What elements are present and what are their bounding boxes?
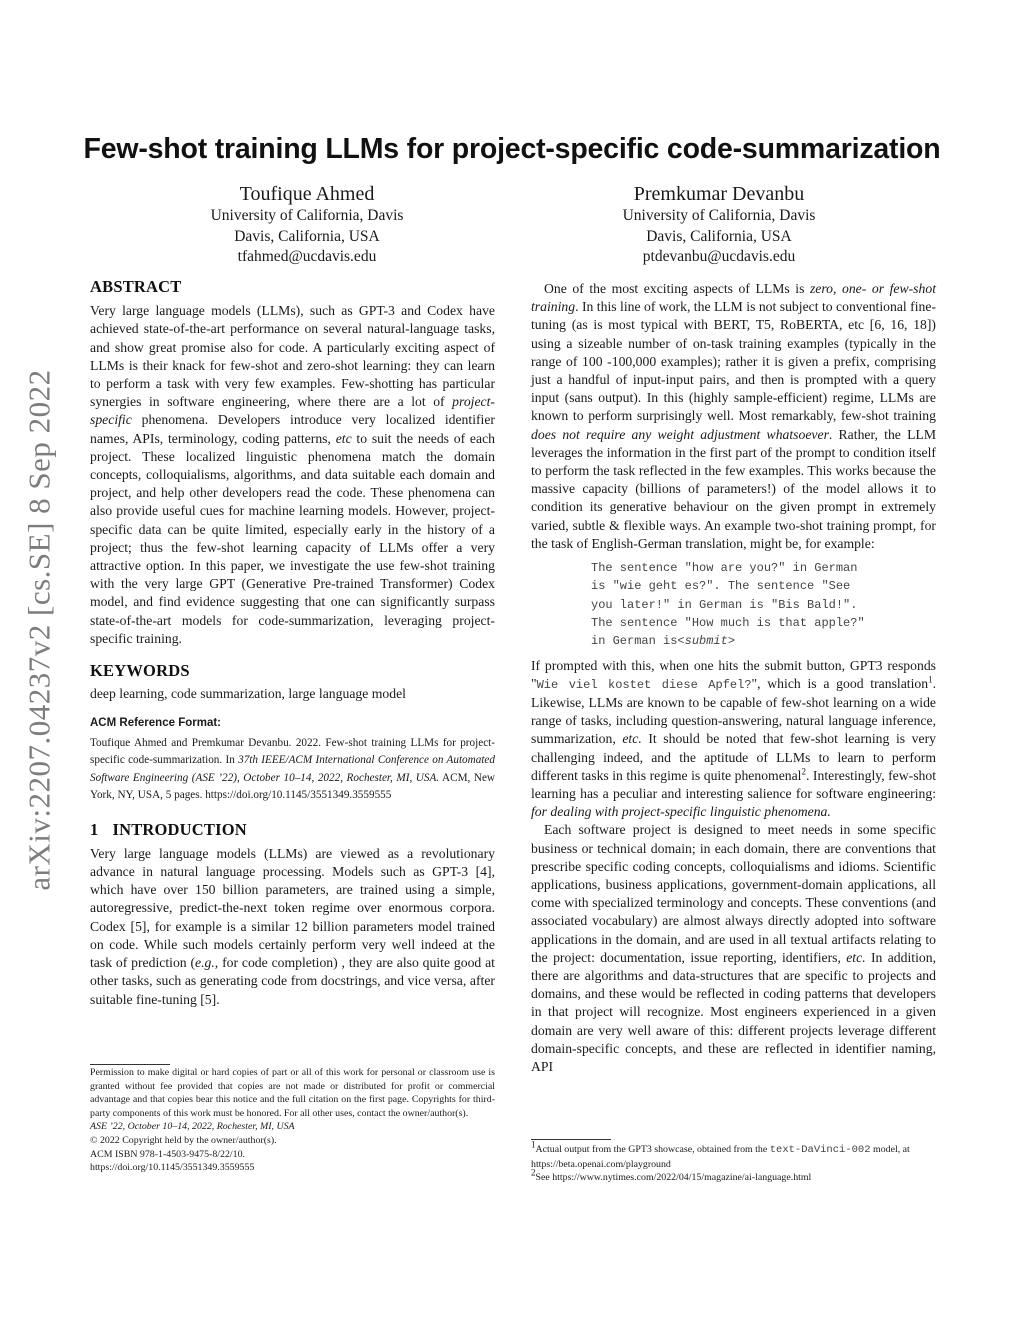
prompt-code-block: [591, 559, 936, 650]
body-paragraph: One of the most exciting aspects of LLMs is zero, one- or few-shot training. In this line of work, the LLM is not subject to conventional fine-tuning (as is most typical with BERT, T5, RoBERTA, etc [6, 16, 18]) using a sizeable number of on-task training examples (typically in the range of 100 -100,000 examples); rather it is given a prefix, comprising just a handful of input-input pairs, and then is prompted with a query input (sans output). In this (highly sample-efficient) regime, LLMs are known to perform surprisingly well. Most remarkably, few-shot training does not require any weight adjustment whatsoever. Rather, the LLM leverages the information in the first part of the prompt to condition itself to perform the task reflected in the few examples. This works because the massive capacity (billions of parameters!) of the model allows it to condition its generative behaviour on the given prompt in extremely varied, subtle & flexible ways. An example two-shot training prompt, for the task of English-German translation, might be, for example:: [531, 281, 936, 551]
acm-reference: [90, 714, 495, 804]
keywords-heading: KEYWORDS: [90, 661, 190, 681]
isbn-line: ACM ISBN 978-1-4503-9475-8/22/10.: [90, 1148, 245, 1160]
left-column: [90, 278, 495, 1009]
keywords-text: deep learning, code summarization, large language model: [90, 686, 406, 702]
right-column: [531, 280, 936, 1076]
footnote-rule: [531, 1139, 611, 1140]
conference-venue: ASE ’22, October 10–14, 2022, Rochester, MI, USA: [90, 1121, 295, 1133]
submit-token: <submit>: [677, 634, 736, 649]
intro-heading: 1 INTRODUCTION: [90, 819, 247, 839]
body-paragraph: If prompted with this, when one hits the submit button, GPT3 responds "Wie viel kostet diese Apfel?", which is a good translation$^1$. Likewise, LLMs are known to be capable of few-shot learning on a wide range of tasks, including question-answering, natural language inference, summarization, etc. It should be noted that few-shot learning is very challenging indeed, and the aptitude of LLMs to learn to perform different tasks in this regime is quite phenomenal$^2$. Interestingly, few-shot learning has a peculiar and interesting salience for software engineering: for dealing with project-specific linguistic phenomena.: [531, 657, 937, 820]
footnote-marker: 2: [801, 766, 806, 777]
author-affiliation: University of California, Davis: [210, 207, 404, 224]
code-line: you later!" in German is "Bis Bald!".: [591, 597, 858, 612]
doi-link[interactable]: https://doi.org/10.1145/3551349.3559555: [90, 1162, 255, 1174]
acm-reference-heading: ACM Reference Format:: [90, 717, 221, 730]
acm-reference-text: Toufique Ahmed and Premkumar Devanbu. 2022. Few-shot training LLMs for project-specific code-summarization. In 37th IEEE/ACM International Conference on Automated Software Engineering (ASE ’22), October 10–14, 2022, Rochester, MI, USA. ACM, New York, NY, USA, 5 pages. https://doi.org/10.1145/3551349.3559555: [90, 736, 496, 802]
body-paragraph: Each software project is designed to meet needs in some specific business or technical domain; in each domain, there are conventions that prescribe specific coding concepts, colloquialisms and idioms. Scientific applications, business applications, government-domain applications, all come with specialized terminology and concepts. These conventions (and associated vocabulary) are almost always directly adopted into software applications in the domain, and are used in all textual artifacts relating to the project: documentation, issue reporting, identifiers, etc. In addition, there are algorithms and data-structures that are specific to projects and domains, and these would be reflected in coding patterns that developers in that project will recognize. Most engineers experienced in a given domain are very well aware of this: different projects leverage different domain-specific concepts, and these are reflected in identifier naming, API: [531, 822, 936, 1074]
code-line: The sentence "how are you?" in German: [591, 561, 858, 576]
author-block-1: [147, 182, 467, 268]
author-location: Davis, California, USA: [646, 227, 792, 245]
author-name: Premkumar Devanbu: [633, 183, 805, 205]
abstract-heading: ABSTRACT: [90, 277, 182, 296]
footnotes: [531, 1139, 936, 1185]
permission-text: Permission to make digital or hard copies of part or all of this work for personal or classroom use is granted without fee provided that copies are not made or distributed for profit or commercial advantage and that copies bear this notice and the full citation on the first page. Copyrights for third-party components of this work must be honored. For all other uses, contact the owner/author(s).: [90, 1067, 495, 1119]
footnote-2: $^2$See https://www.nytimes.com/2022/04/15/magazine/ai-language.html: [531, 1167, 812, 1184]
intro-paragraph: Very large language models (LLMs) are viewed as a revolutionary advance in natural language processing. Models such as GPT-3 [4], which have over 150 billion parameters, are trained using a simple, autoregressive, predict-the-next token regime over enormous corpora. Codex [5], for example is a similar 12 billion parameters model trained on code. While such models certainly perform very well indeed at the task of prediction (e.g., for code completion) , they are also quite good at other tasks, such as generating code from docstrings, and vice versa, after suitable fine-tuning [5].: [90, 845, 495, 1007]
paper-title: Few-shot training LLMs for project-specific code-summarization: [83, 133, 941, 165]
author-affiliation: University of California, Davis: [622, 207, 816, 224]
copyright-line: © 2022 Copyright held by the owner/author(s).: [90, 1134, 277, 1146]
arxiv-sidebar: [22, 300, 58, 960]
author-email: ptdevanbu@ucdavis.edu: [642, 248, 796, 265]
footnote-1: $^1$Actual output from the GPT3 showcase, obtained from the text-DaVinci-002 model, at https://beta.openai.com/playground: [531, 1139, 910, 1170]
arxiv-identifier: arXiv:2207.04237v2 [cs.SE] 8 Sep 2022: [22, 369, 57, 891]
code-line: in German is<submit>: [591, 634, 736, 649]
code-line: is "wie geht es?". The sentence "See: [591, 579, 851, 594]
permission-block: [90, 1066, 495, 1175]
code-line: The sentence "How much is that apple?": [591, 615, 865, 630]
abstract-paragraph: Very large language models (LLMs), such as GPT-3 and Codex have achieved state-of-the-art performance on several natural-language tasks, and show great promise also for code. A particularly exciting aspect of LLMs is their knack for few-shot and zero-shot learning: they can learn to perform a task with very few examples. Few-shotting has particular synergies in software engineering, where there are a lot of project-specific phenomena. Developers introduce very localized identifier names, APIs, terminology, coding patterns, etc to suit the needs of each project. These localized linguistic phenomena match the domain concepts, colloquialisms, algorithms, and data suitable each domain and project, and help other developers read the code. These phenomena can also provide useful cues for machine learning models. However, project-specific data can be quite limited, especially early in the history of a project; thus the few-shot learning capacity of LLMs offer a very attractive option. In this paper, we investigate the use few-shot training with the very large GPT (Generative Pre-trained Transformer) Codex model, and find evidence suggesting that one can significantly surpass state-of-the-art models for code-summarization, leveraging project-specific training.: [90, 303, 495, 646]
footnote-marker: 1: [928, 674, 933, 685]
author-email: tfahmed@ucdavis.edu: [237, 248, 377, 265]
inline-code: Wie viel kostet diese Apfel?: [536, 677, 752, 692]
author-location: Davis, California, USA: [234, 227, 380, 245]
author-name: Toufique Ahmed: [239, 183, 375, 205]
section-number: 1: [90, 819, 99, 839]
permission-rule: [90, 1064, 170, 1065]
author-block-2: [559, 182, 879, 268]
